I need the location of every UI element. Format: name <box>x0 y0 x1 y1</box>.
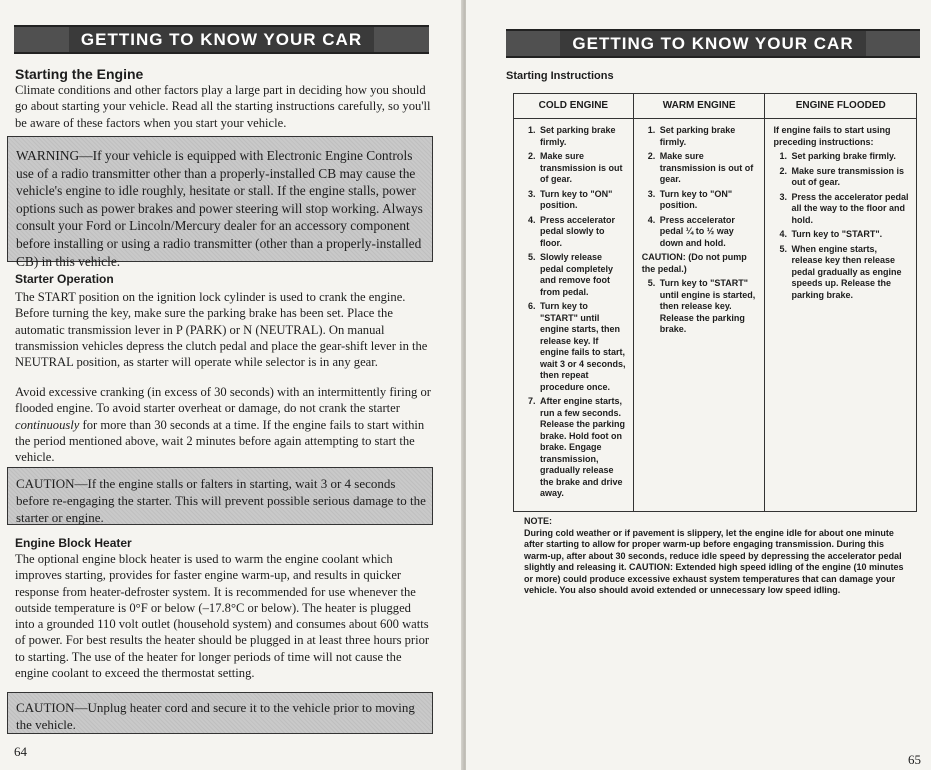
page-number: 65 <box>908 752 921 767</box>
warm-engine-cell <box>633 119 765 512</box>
starter-operation-text: The START position on the ignition lock cylinder is used to crank the engine. Before turning the key, make sure the parking brake has been set. Place the automatic transmission lever in P (PARK) or N (NEUTRAL). On manual transmission vehicles depress the clutch pedal and place the gear-shift lever in the NEUTRAL position, as starter will operate while selector is in any gear. <box>15 290 428 370</box>
starting-instructions-table <box>513 93 917 512</box>
starter-cranking-text <box>15 384 433 465</box>
engine-flooded-steps <box>773 151 910 301</box>
note-text: During cold weather or if pavement is slippery, let the engine idle for about one minute after starting to allow for proper warm-up before engaging transmission. During this warm-up, after about 30 seconds, reduce idle speed by depressing the accelerator pedal slightly and releasing it. CAUTION: Extended high speed idling of the engine (10 minutes or more) could produce excessive exhaust system temperatures that can damage your vehicle. You also should avoid extended or unnecessary low speed idling. <box>524 527 904 595</box>
list-item: 2. Make sure transmission is out of gear. <box>789 166 910 189</box>
starter-operation-heading: Starter Operation <box>15 272 114 286</box>
warm-caution: CAUTION: (Do not pump the pedal.) <box>641 252 747 274</box>
table-header-row <box>514 94 917 119</box>
section-banner <box>14 25 429 54</box>
list-item: 1. Set parking brake firmly. <box>789 151 910 163</box>
note-block <box>524 516 910 597</box>
list-item: 3. Turn key to "ON" position. <box>658 189 759 212</box>
note-label: NOTE: <box>524 516 552 526</box>
cold-engine-cell <box>514 119 634 512</box>
left-page <box>0 0 463 770</box>
starting-engine-text: Climate conditions and other factors play a large part in deciding how you should go about starting your vehicle. Read all the starting instructions carefully, so you'll be aware of these factors when you start your vehicle. <box>15 83 431 130</box>
cranking-text-part1: Avoid excessive cranking (in excess of 30 seconds) with an intermittently firing or flooded engine. To avoid starter overheat or damage, do not crank the starter <box>15 385 431 416</box>
starting-instructions-heading: Starting Instructions <box>506 70 614 82</box>
caution-unplug-text: CAUTION—Unplug heater cord and secure it to the vehicle prior to moving the vehicle. <box>16 700 415 732</box>
caution-stall-box <box>7 467 433 525</box>
warm-engine-steps <box>642 125 759 249</box>
list-item: 6. Turn key to "START" until engine starts, then release key. If engine fails to start, wait 3 or 4 seconds, then repeat procedure once. <box>538 301 627 393</box>
list-item: 5. When engine starts, release key then release pedal gradually as engine speeds up. Release the parking brake. <box>789 244 910 302</box>
banner-title: GETTING TO KNOW YOUR CAR <box>69 27 374 52</box>
list-item: 5. Turn key to "START" until engine is started, then release key. Release the parking brake. <box>658 278 759 336</box>
block-heater-text: The optional engine block heater is used to warm the engine coolant which improves starting, provides for faster engine warm-up, and results in quicker response from heater-defroster system. It is recommended for use whenever the outside temperature is 0°F or below (–17.8°C or below). The heater is plugged into a grounded 110 volt outlet (household system) and consumes about 600 watts of power. For best results the heater should be plugged in at least three hours prior to starting. The use of the heater for longer periods of time will not cause the engine coolant to exceed the thermostat setting. <box>15 552 430 681</box>
banner-title: GETTING TO KNOW YOUR CAR <box>560 31 865 56</box>
flooded-intro: If engine fails to start using preceding instructions: <box>773 125 891 147</box>
page-number: 64 <box>14 744 27 759</box>
column-header-warm: WARM ENGINE <box>633 94 765 119</box>
warm-engine-steps-continued <box>642 278 759 336</box>
list-item: 5. Slowly release pedal completely and remove foot from pedal. <box>538 252 627 298</box>
warning-text: WARNING—If your vehicle is equipped with Electronic Engine Controls use of a radio transmitter other than a properly-installed CB may cause the vehicle's engine to idle roughly, hesitate or stall. If the engine stalls, power options such as power brakes and power steering will stop working. Always consult your Ford or Lincoln/Mercury dealer for an accessory component before installing or using a radio transmitter (other than a properly-installed CB) in this vehicle. <box>16 148 423 269</box>
list-item: 7. After engine starts, run a few seconds. Release the parking brake. Hold foot on brake. Engage transmission, gradually release the brake and drive away. <box>538 396 627 500</box>
caution-unplug-box <box>7 692 433 734</box>
list-item: 4. Press accelerator pedal ¼ to ½ way down and hold. <box>658 215 759 250</box>
list-item: 4. Press accelerator pedal slowly to floor. <box>538 215 627 250</box>
table-body-row <box>514 119 917 512</box>
section-banner <box>506 29 920 58</box>
list-item: 4. Turn key to "START". <box>789 229 910 241</box>
list-item: 1. Set parking brake firmly. <box>658 125 759 148</box>
list-item: 2. Make sure transmission is out of gear. <box>658 151 759 186</box>
column-header-flooded: ENGINE FLOODED <box>765 94 917 119</box>
right-page <box>466 0 931 770</box>
warning-box <box>7 136 433 269</box>
list-item: 3. Turn key to "ON" position. <box>538 189 627 212</box>
column-header-cold: COLD ENGINE <box>514 94 634 119</box>
block-heater-heading: Engine Block Heater <box>15 536 132 550</box>
list-item: 3. Press the accelerator pedal all the way to the floor and hold. <box>789 192 910 227</box>
list-item: 2. Make sure transmission is out of gear. <box>538 151 627 186</box>
cranking-text-part2: for more than 30 seconds at a time. If the engine fails to start within the period mentioned above, wait 2 minutes before again attempting to start the vehicle. <box>15 417 425 465</box>
cranking-text-emphasis: continuously <box>15 417 80 432</box>
caution-stall-text: CAUTION—If the engine stalls or falters in starting, wait 3 or 4 seconds before re-engaging the starter. This will prevent possible serious damage to the starter or engine. <box>16 476 426 525</box>
cold-engine-steps <box>522 125 627 500</box>
starting-engine-heading: Starting the Engine <box>15 66 144 82</box>
list-item: 1. Set parking brake firmly. <box>538 125 627 148</box>
engine-flooded-cell <box>765 119 917 512</box>
